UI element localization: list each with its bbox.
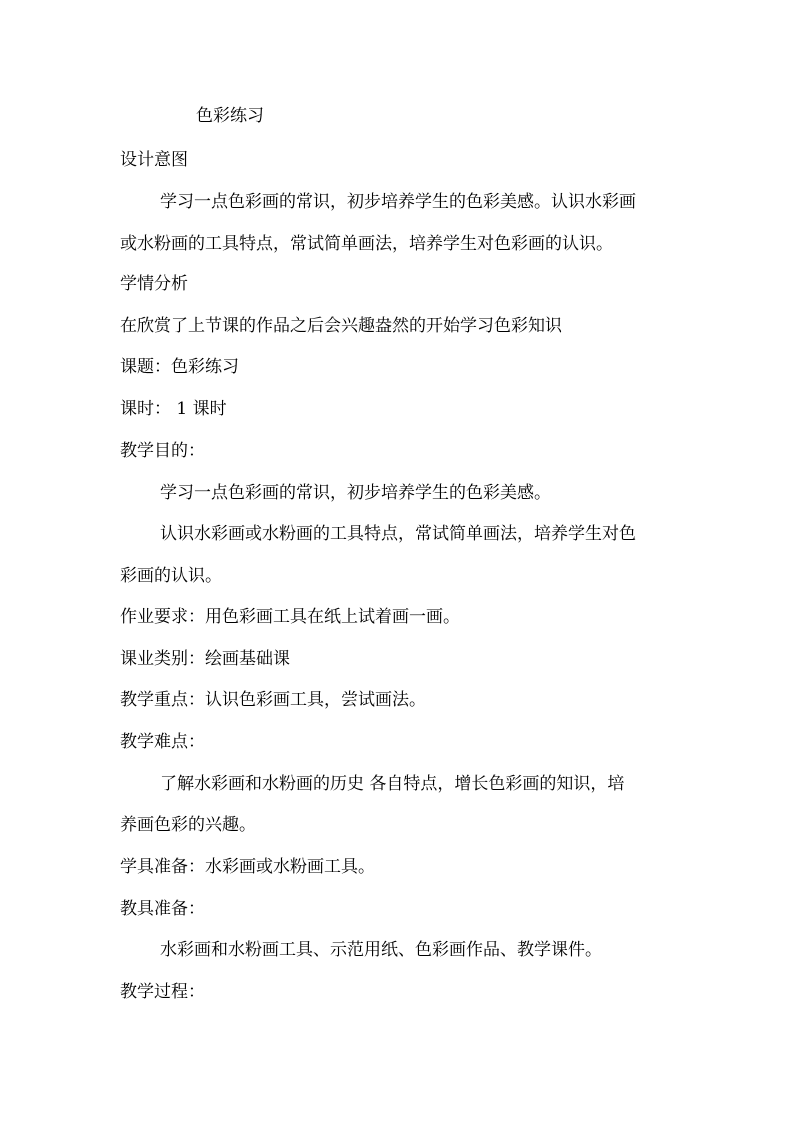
student-materials-line: 学具准备：水彩画或水粉画工具。 bbox=[120, 857, 375, 877]
design-intent-heading: 设计意图 bbox=[120, 150, 188, 170]
document-title: 色彩练习 bbox=[196, 106, 264, 126]
teacher-materials-text: 水彩画和水粉画工具、示范用纸、色彩画作品、教学课件。 bbox=[160, 940, 602, 960]
design-intent-line-1: 学习一点色彩画的常识，初步培养学生的色彩美感。认识水彩画 bbox=[160, 192, 636, 212]
situation-text: 在欣赏了上节课的作品之后会兴趣盎然的开始学习色彩知识 bbox=[120, 316, 562, 336]
design-intent-line-2: 或水粉画的工具特点，常试简单画法，培养学生对色彩画的认识。 bbox=[120, 234, 613, 254]
difficulties-line-1: 了解水彩画和水粉画的历史 各自特点，增长色彩画的知识，培 bbox=[160, 774, 625, 794]
hours-line: 课时： 1 课时 bbox=[120, 399, 227, 419]
topic-line: 课题：色彩练习 bbox=[120, 357, 239, 377]
key-points-line: 教学重点：认识色彩画工具，尝试画法。 bbox=[120, 690, 426, 710]
category-line: 课业类别：绘画基础课 bbox=[120, 649, 290, 669]
process-heading: 教学过程： bbox=[120, 982, 205, 1002]
difficulties-line-2: 养画色彩的兴趣。 bbox=[120, 815, 256, 835]
difficulties-heading: 教学难点： bbox=[120, 732, 205, 752]
teacher-materials-heading: 教具准备： bbox=[120, 899, 205, 919]
homework-line: 作业要求：用色彩画工具在纸上试着画一画。 bbox=[120, 607, 460, 627]
objectives-line-2a: 认识水彩画或水粉画的工具特点，常试简单画法，培养学生对色 bbox=[160, 524, 636, 544]
situation-heading: 学情分析 bbox=[120, 274, 188, 294]
objectives-line-1: 学习一点色彩画的常识，初步培养学生的色彩美感。 bbox=[160, 483, 551, 503]
objectives-heading: 教学目的： bbox=[120, 441, 205, 461]
objectives-line-2b: 彩画的认识。 bbox=[120, 566, 222, 586]
